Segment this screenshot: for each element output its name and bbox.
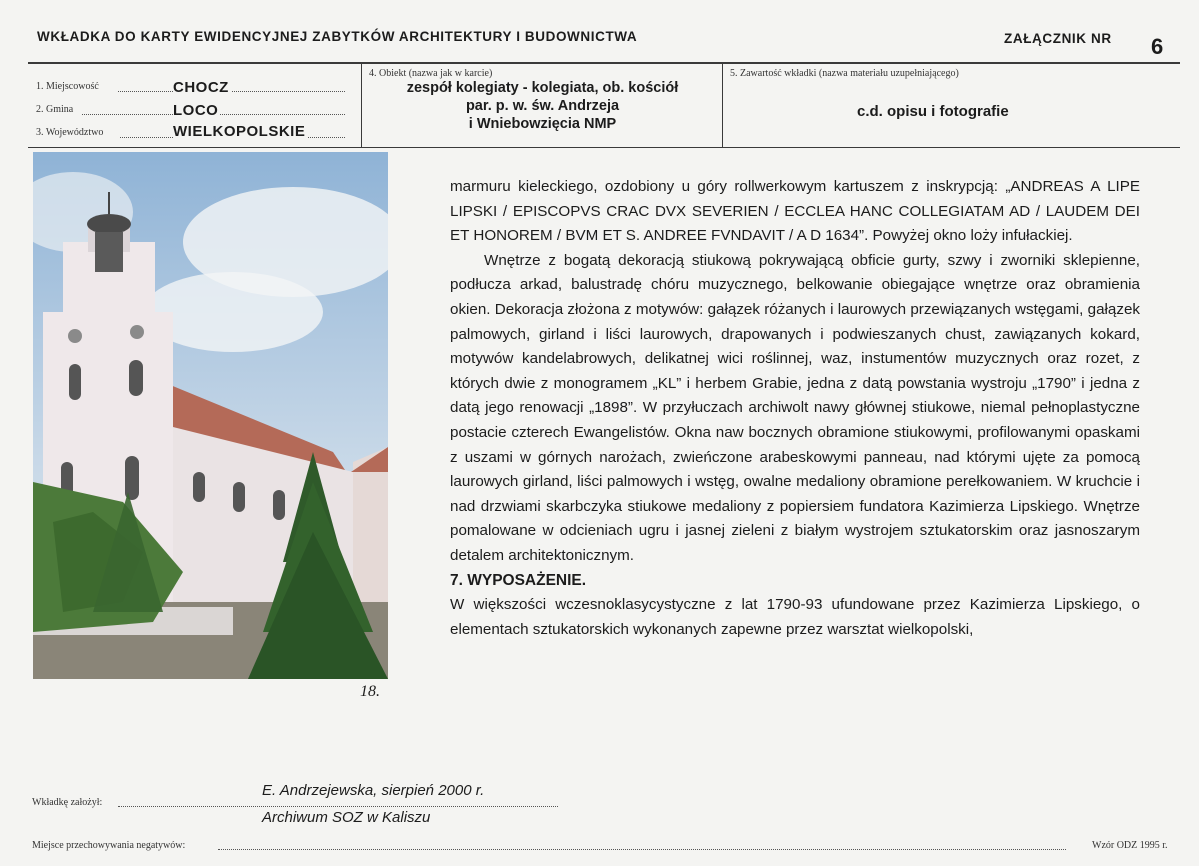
archive-value: Archiwum SOZ w Kaliszu: [262, 809, 431, 826]
contents-value: c.d. opisu i fotografie: [857, 103, 1009, 120]
negatives-label: Miejsce przechowywania negatywów:: [32, 840, 186, 851]
paragraph-furnishings: W większości wczesnoklasycystyczne z lat 1790-93 ufundowane przez Kazimierza Lipskiego, o elementach sztukatorskich wykonanych zapewne przez warsztat wielkopolski,: [450, 596, 1140, 638]
form-version: Wzór ODZ 1995 r.: [1092, 840, 1168, 851]
section-heading-furnishings: 7. WYPOSAŻENIE.: [450, 571, 587, 589]
description-text: [450, 175, 1140, 642]
church-photo: [33, 152, 388, 679]
locality-label: 1. Miejscowość: [36, 81, 99, 92]
locality-value: CHOCZ: [173, 79, 229, 96]
author-value: E. Andrzejewska, sierpień 2000 r.: [262, 782, 485, 799]
object-line-3: i Wniebowzięcia NMP: [468, 116, 617, 132]
commune-value: LOCO: [173, 102, 219, 119]
object-label: 4. Obiekt (nazwa jak w karcie): [369, 68, 493, 79]
paragraph-interior: Wnętrze z bogatą dekoracją stiukową pokrywającą obficie gurty, szwy i zworniki sklepienne, podłucza arkad, balustradę chóru muzycznego, belkowanie obiegające wnętrze oraz obramienia okien. Dekoracja złożona z motywów: gałązek różanych i laurowych przewiązanych wstęgami, gałązek palmowych, girland i liści laurowych, drapowanych i podwieszanych chust, zawiązanych kokard, motywów kandelabrowych, delikatnej wici roślinnej, waz, instumentów muzycznych oraz rozet, z których dwie z monogramem „KL” i herbem Grabie, jedna z datą powstania wystroju „1790” i jedna z datą jego renowacji „1898”. W przyłuczach archiwolt nawy głównej stiukowe, niemal pełnoplastyczne postacie czterech Ewangelistów. Okna naw bocznych obramione stiukowymi, profilowanymi opaskami z uszami w górnych narożach, zwieńczone arabeskowymi panneau, nad którymi ujęte za pomocą laurowych girland, liści palmowych i wstęg, owalne medaliony obramione perełkowaniem. W kruchcie i nad drzwiami skarbczyka stiukowe medaliony z popiersiem fundatora Kazimierza Lipskiego. Wnętrze pomalowane w odcieniach ugru i jasnej zieleni z białym wystrojem sztukatorskim oraz jasnoszarym detalem architektonicznym.: [450, 251, 1140, 564]
attachment-number: 6: [1151, 34, 1164, 59]
paragraph-inscription: marmuru kieleckiego, ozdobiony u góry rollwerkowym kartuszem z inskrypcją: „ANDREAS A LIPE LIPSKI / EPISCOPVS CRAC DVX SEVERIEN / ECCLEA HANC COLLEGIATAM AD / LAUDEM DEI ET HONOREM / BVM ET S. ANDREE FVNDAVIT / A D 1634”. Powyżej okno loży infułackiej.: [450, 178, 1140, 245]
form-title: WKŁADKA DO KARTY EWIDENCYJNEJ ZABYTKÓW ARCHITEKTURY I BUDOWNICTWA: [37, 29, 638, 44]
header-rule: [28, 62, 1180, 64]
divider-1: [361, 63, 362, 147]
object-line-2: par. p. w. św. Andrzeja: [465, 98, 620, 114]
object-value: [366, 79, 719, 133]
locality-dots: [118, 91, 345, 92]
voivodeship-value: WIELKOPOLSKIE: [173, 123, 306, 140]
attachment-label: ZAŁĄCZNIK NR: [1004, 31, 1112, 46]
fields-rule: [28, 147, 1180, 148]
negatives-dots: [218, 849, 1066, 850]
author-label: Wkładkę założył:: [32, 797, 103, 808]
photo-number: 18.: [360, 683, 380, 700]
voivodeship-label: 3. Województwo: [36, 127, 104, 138]
author-dots: [118, 806, 558, 807]
contents-label: 5. Zawartość wkładki (nazwa materiału uzupełniającego): [730, 68, 959, 79]
object-line-1: zespół kolegiaty - kolegiata, ob. kościół: [406, 80, 679, 96]
divider-2: [722, 63, 723, 147]
commune-label: 2. Gmina: [36, 104, 74, 115]
